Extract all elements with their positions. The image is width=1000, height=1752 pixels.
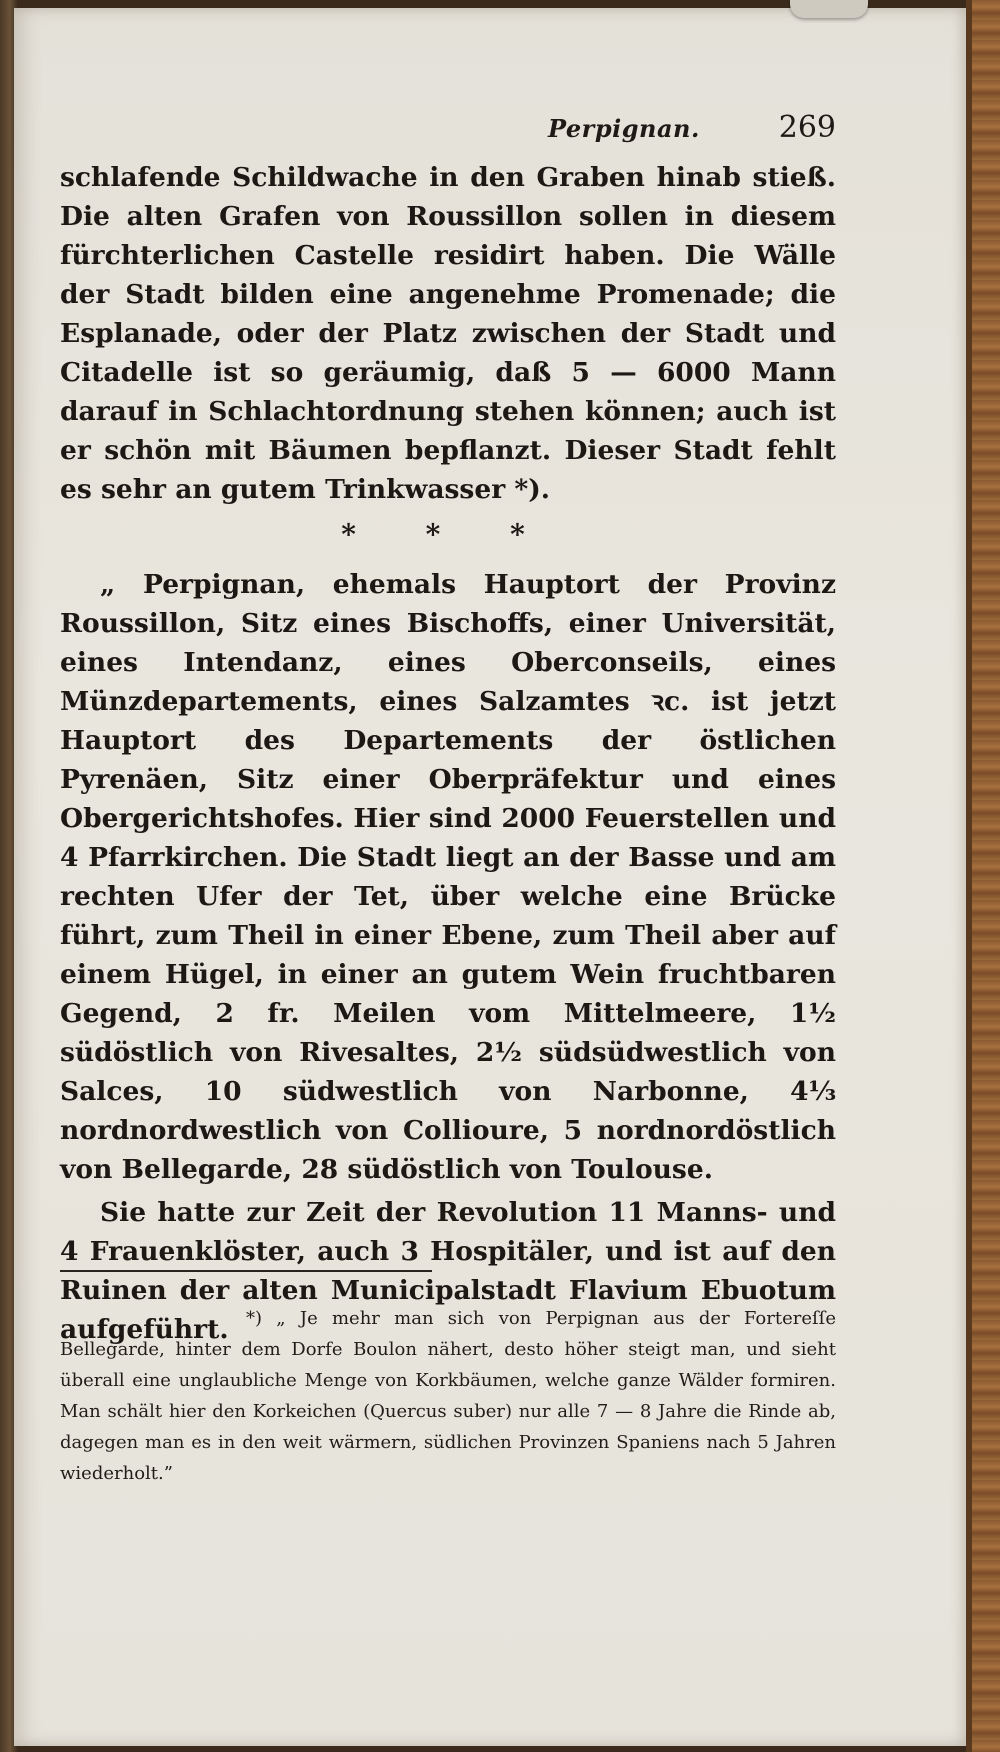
page-number: 269 [778,110,836,145]
paragraph-continuation: schlafende Schildwache in den Graben hinab stieß. Die alten Grafen von Roussillon sollen in diesem fürchterlichen Castelle residirt haben. Die Wälle der Stadt bilden eine angenehme Promenade; die Esplanade, oder der Platz zwischen der Stadt und Citadelle ist so geräumig, daß 5 — 6000 Mann darauf in Schlachtordnung stehen können; auch ist er schön mit Bäumen bepflanzt. Dieser Stadt fehlt es sehr an gutem Trinkwasser *). [60,162,836,505]
paragraph-revolution: Sie hatte zur Zeit der Revolution 11 Manns- und 4 Frauenklöster, auch 3 Hospitäler, und ist auf den Ruinen der alten Municipalstadt Flavium Ebuotum aufgeführt. [60,1197,836,1345]
page-tab [790,0,868,18]
section-separator: * * * [341,518,555,551]
paragraph-perpignan: „ Perpignan, ehemals Hauptort der Provinz Roussillon, Sitz eines Bischoffs, einer Universität, eines Intendanz, eines Oberconseils, eines Münzdepartements, eines Salzamtes ꝛc. ist jetzt Hauptort des Departements der östlichen Pyrenäen, Sitz einer Oberpräfektur und eines Obergerichtshofes. Hier sind 2000 Feuerstellen und 4 Pfarrkirchen. Die Stadt liegt an der Basse und am rechten Ufer der Tet, über welche eine Brücke führt, zum Theil in einer Ebene, zum Theil aber auf einem Hügel, in einer an gutem Wein fruchtbaren Gegend, 2 fr. Meilen vom Mittelmeere, 1½ südöstlich von Rivesaltes, 2½ südsüdwestlich von Salces, 10 südwestlich von Narbonne, 4⅓ nordnordwestlich von Collioure, 5 nordnordöstlich von Bellegarde, 28 südöstlich von Toulouse. [60,569,836,1185]
page-header [60,110,836,150]
footnote [60,1303,836,1489]
main-text [60,158,836,1349]
footnote-rule [60,1270,432,1272]
running-head: Perpignan. [548,114,700,143]
footnote-text: *) „ Je mehr man sich von Perpignan aus der Fortereſſe Bellegarde, hinter dem Dorfe Boulon nähert, desto höher steigt man, und sieht überall eine unglaubliche Menge von Korkbäumen, welche ganze Wälder formiren. Man schält hier den Korkeichen (Quercus suber) nur alle 7 — 8 Jahre die Rinde ab, dagegen man es in den weit wärmern, südlichen Provinzen Spaniens nach 5 Jahren wiederholt.” [60,1308,836,1484]
book-fore-edge [966,0,1000,1752]
